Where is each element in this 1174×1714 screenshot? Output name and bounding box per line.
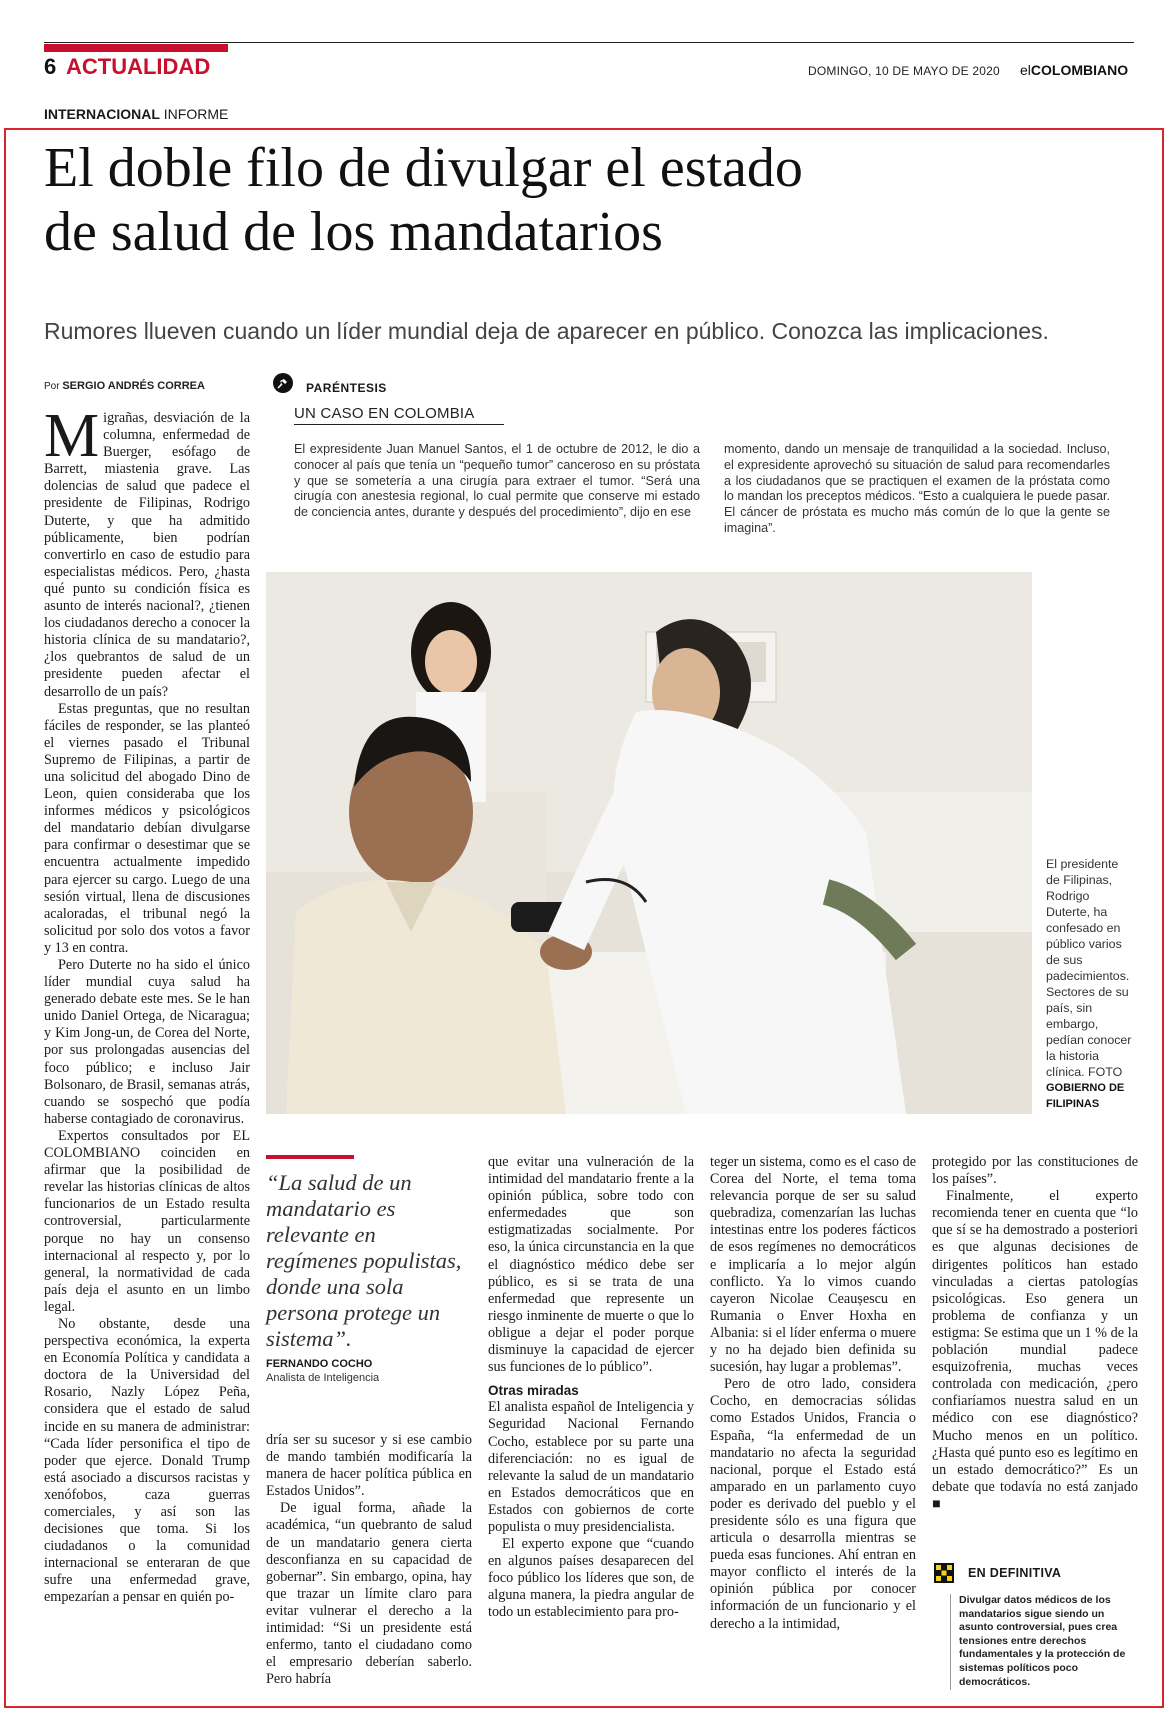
paragraph-11: teger un sistema, como es el caso de Corea del Norte, el tema toma relevancia porque de ser su salud quebradiza, comenzarían las luchas intestinas entre los poderes fácticos de esos regímenes no democráticos e implicaría a lo mejor algún conflicto. Ya lo vimos cuando cayeron Nicolae Ceaușescu en Rumania o Enver Hoxha en Albania: si el líder enferma o muere y no ha dejado bien definida su sucesión, hay lugar a problemas”. — [710, 1154, 916, 1376]
quote-author: FERNANDO COCHO — [266, 1358, 373, 1370]
drop-cap: M — [44, 402, 100, 470]
page-number: 6 — [44, 54, 57, 79]
definitiva-box — [950, 1594, 1136, 1690]
paragraph-6: dría ser su sucesor y si ese cambio de mando también modificaría la manera de hacer política pública en Estados Unidos”. — [266, 1432, 472, 1500]
section-tab-bar — [44, 44, 228, 52]
parentesis-title-rule — [294, 424, 504, 425]
date-line: DOMINGO, 10 DE MAYO DE 2020 — [808, 64, 1000, 78]
masthead-name: COLOMBIANO — [1030, 62, 1129, 78]
paragraph-12: Pero de otro lado, considera Cocho, en democracias sólidas como Estados Unidos, Francia o España, “la enfermedad de un mandatario no afecta la seguridad nacional, porque el Estado está amparado en un parlamento cuyo poder es derivado del pueblo y el presidente sólo es una figura que articula o desarrolla mientras se pueda esas funciones. Ahí entran en mayor conflicto el interés de la opinión pública por conocer información de un funcionario y el derecho a la intimidad, — [710, 1376, 916, 1632]
parentesis-text-2: momento, dando un mensaje de tranquilidad a la sociedad. Incluso, el expresidente aprovechó su situación de salud para recomendarles a los ciudadanos que se practiquen el examen de la próstata como lo mandan los preceptos médicos. “Esto a cualquiera le puede pasar. El cáncer de próstata es mucho más común de lo que la gente se imagina”. — [724, 442, 1110, 535]
headline-line-1: El doble filo de divulgar el estado — [44, 137, 803, 199]
headline — [44, 136, 1134, 264]
article-photo — [266, 572, 1032, 1114]
top-rule — [44, 42, 1134, 43]
checker-icon — [934, 1563, 954, 1583]
paragraph-4: Expertos consultados por EL COLOMBIANO coinciden en afirmar que la posibilidad de revelar las historias clínicas de altos funcionarios de un Estado resulta controversial, particularmente porque no hay un consenso internacional al respecto y, por lo general, la normatividad de cada país deja el asunto en un limbo legal. — [44, 1127, 250, 1315]
paragraph-5: No obstante, desde una perspectiva económica, la experta en Economía Política y candidata a doctora de la Universidad del Rosario, Nazly López Peña, considera que el estado de salud incide en su manera de administrar: “Cada líder personifica el tipo de poder que ejerce. Donald Trump está asociado a discursos racistas y xenófobos, caza guerras comerciales, y así son las decisiones que toma. Si los ciudadanos o la comunidad internacional se enteraran de que sufre una enfermedad grave, empezarían a pensar en quién po- — [44, 1315, 250, 1606]
credit-prefix: FOTO — [1088, 1065, 1123, 1079]
pull-quote: “La salud de un mandatario es relevante en regímenes populistas, donde una sola persona protege un sistema”. — [266, 1170, 462, 1351]
paragraph-10: El experto expone que “cuando en algunos países desaparecen del foco público los líderes que son, de alguna manera, la piedra angular de todo un establecimiento para pro- — [488, 1536, 694, 1621]
quote-role: Analista de Inteligencia — [266, 1372, 380, 1384]
subhead: Rumores llueven cuando un líder mundial deja de aparecer en público. Conozca las implicaciones. — [44, 318, 1049, 344]
paragraph-9: El analista español de Inteligencia y Seguridad Nacional Fernando Cocho, establece por su parte una diferenciación: no es igual de relevante la salud de un mandatario en Estados democráticos que en Estados con gobiernos de corte populista o muy presidencialista. — [488, 1399, 694, 1535]
parentesis-title: UN CASO EN COLOMBIA — [294, 405, 475, 422]
paragraph-8: que evitar una vulneración de la intimidad del mandatario frente a la opinión pública, sobre todo con enfermedades que son estigmatizadas socialmente. Por eso, la única circunstancia en la que el diagnóstico médico debe ser público, es si se trata de una enfermedad que represente un riesgo inminente de muerte o que lo obligue a dejar el poder porque disminuye la capacidad de ejercer sus funciones de lo público”. — [488, 1154, 694, 1376]
headline-line-2: de salud de los mandatarios — [44, 201, 663, 263]
kicker — [44, 106, 228, 122]
kicker-type: INFORME — [163, 106, 229, 122]
pin-icon — [272, 372, 294, 394]
kicker-section: INTERNACIONAL — [44, 106, 160, 122]
byline — [44, 380, 205, 392]
parentesis-text-1: El expresidente Juan Manuel Santos, el 1 de octubre de 2012, le dio a conocer al país que tenía un “pequeño tumor” canceroso en su próstata y que se sometería a una cirugía para extraer el tumor. “Será una cirugía con anestesia regional, lo cual permite que conserve mi estado de conciencia antes, durante y después del procedimiento”, dijo en ese — [294, 442, 700, 520]
paragraph-7: De igual forma, añade la académica, “un quebranto de salud de un mandatario genera cierta desconfianza en su capacidad de gobernar”. Sin embargo, opina, hay que trazar un límite claro para evitar vulnerar el derecho a la intimidad: “Si un presidente está enfermo, tanto el ciudadano como el empresario deberían saberlo. Pero habría — [266, 1500, 472, 1688]
paragraph-2: Estas preguntas, que no resultan fáciles de responder, se las planteó el viernes pasado el Tribunal Supremo de Filipinas, a partir de una solicitud del abogado Dino de Leon, quien consideraba que los informes médicos y psicológicos del mandatario debían divulgarse para confirmar o desestimar que se encuentra actualmente impedido para ejercer su cargo. Luego de una sesión virtual, llena de discusiones acaloradas, el tribunal negó la solicitud por solo dos votos a favor y 13 en contra. — [44, 700, 250, 956]
paragraph-3: Pero Duterte no ha sido el único líder mundial cuya salud ha generado debate este mes. Se le han unido Daniel Ortega, de Nicaragua; y Kim Jong-un, de Corea del Norte, por sus prolongadas ausencias del foco público; e incluso Jair Bolsonaro, de Brasil, semanas atrás, cuando se sospechó que podía haberse contagiado de coronavirus. — [44, 957, 250, 1127]
parentesis-label: PARÉNTESIS — [306, 381, 387, 395]
quote-accent-bar — [266, 1155, 354, 1159]
paragraph-1 — [44, 402, 250, 701]
paragraph-1-text: igrañas, desviación de la columna, enfermedad de Buerger, esófago de Barrett, miastenia grave. Las dolencias de salud que padece el presidente de Filipinas, Rodrigo Duterte, y que ha admitido públicamente, bien podrían convertirlo en caso de estudio para especialistas médicos. Pero, ¿hasta qué punto su condición física es asunto de interés nacional?, ¿tienen los ciudadanos derecho a conocer la historia clínica de su mandatario?, ¿los quebrantos de salud de un presidente pueden afectar el desarrollo de un país? — [44, 410, 250, 700]
photo-caption — [1046, 856, 1134, 1112]
article-column-3 — [488, 1154, 694, 1622]
paragraph-13: protegido por las constituciones de los países”. — [932, 1154, 1138, 1188]
masthead-prefix: el — [1020, 62, 1031, 78]
byline-author: SERGIO ANDRÉS CORREA — [62, 380, 205, 392]
caption-text: El presidente de Filipinas, Rodrigo Duterte, ha confesado en público varios de sus padecimientos. Sectores de su país, sin embargo, pedían conocer la historia clínica. — [1046, 857, 1132, 1079]
article-column-2 — [266, 1432, 472, 1688]
photo-illustration — [266, 572, 1032, 1114]
definitiva-text: Divulgar datos médicos de los mandatarios sigue siendo un asunto controversial, pues crea tensiones entre derechos fundamentales y la protección de sistemas políticos poco democráticos. — [959, 1594, 1126, 1688]
byline-prefix: Por — [44, 381, 60, 392]
article-column-5 — [932, 1154, 1138, 1513]
subheading: Otras miradas — [488, 1383, 579, 1399]
photo-credit: GOBIERNO DE FILIPINAS — [1046, 1082, 1125, 1110]
section-name: ACTUALIDAD — [66, 54, 211, 79]
article-column-1 — [44, 402, 250, 1710]
article-column-4 — [710, 1154, 916, 1633]
masthead-logo — [1020, 62, 1128, 78]
definitiva-label: EN DEFINITIVA — [968, 1566, 1062, 1580]
paragraph-14: Finalmente, el experto recomienda tener en cuenta que “lo que sí se ha demostrado a posteriori es que algunas decisiones de dirigentes políticos han estado vinculadas a ciertas patologías psicológicas. Eso genera un problema de confianza y un estigma: Se estima que un 1 % de la población mundial padece esquizofrenia, muchas veces controlada con medicación, ¿pero confiaríamos nuestra salud en un médico con ese diagnóstico? Mucho menos en un político. ¿Hasta qué punto eso es legítimo en un estado democrático?” Es un debate que todavía no está zanjado ■ — [932, 1188, 1138, 1512]
